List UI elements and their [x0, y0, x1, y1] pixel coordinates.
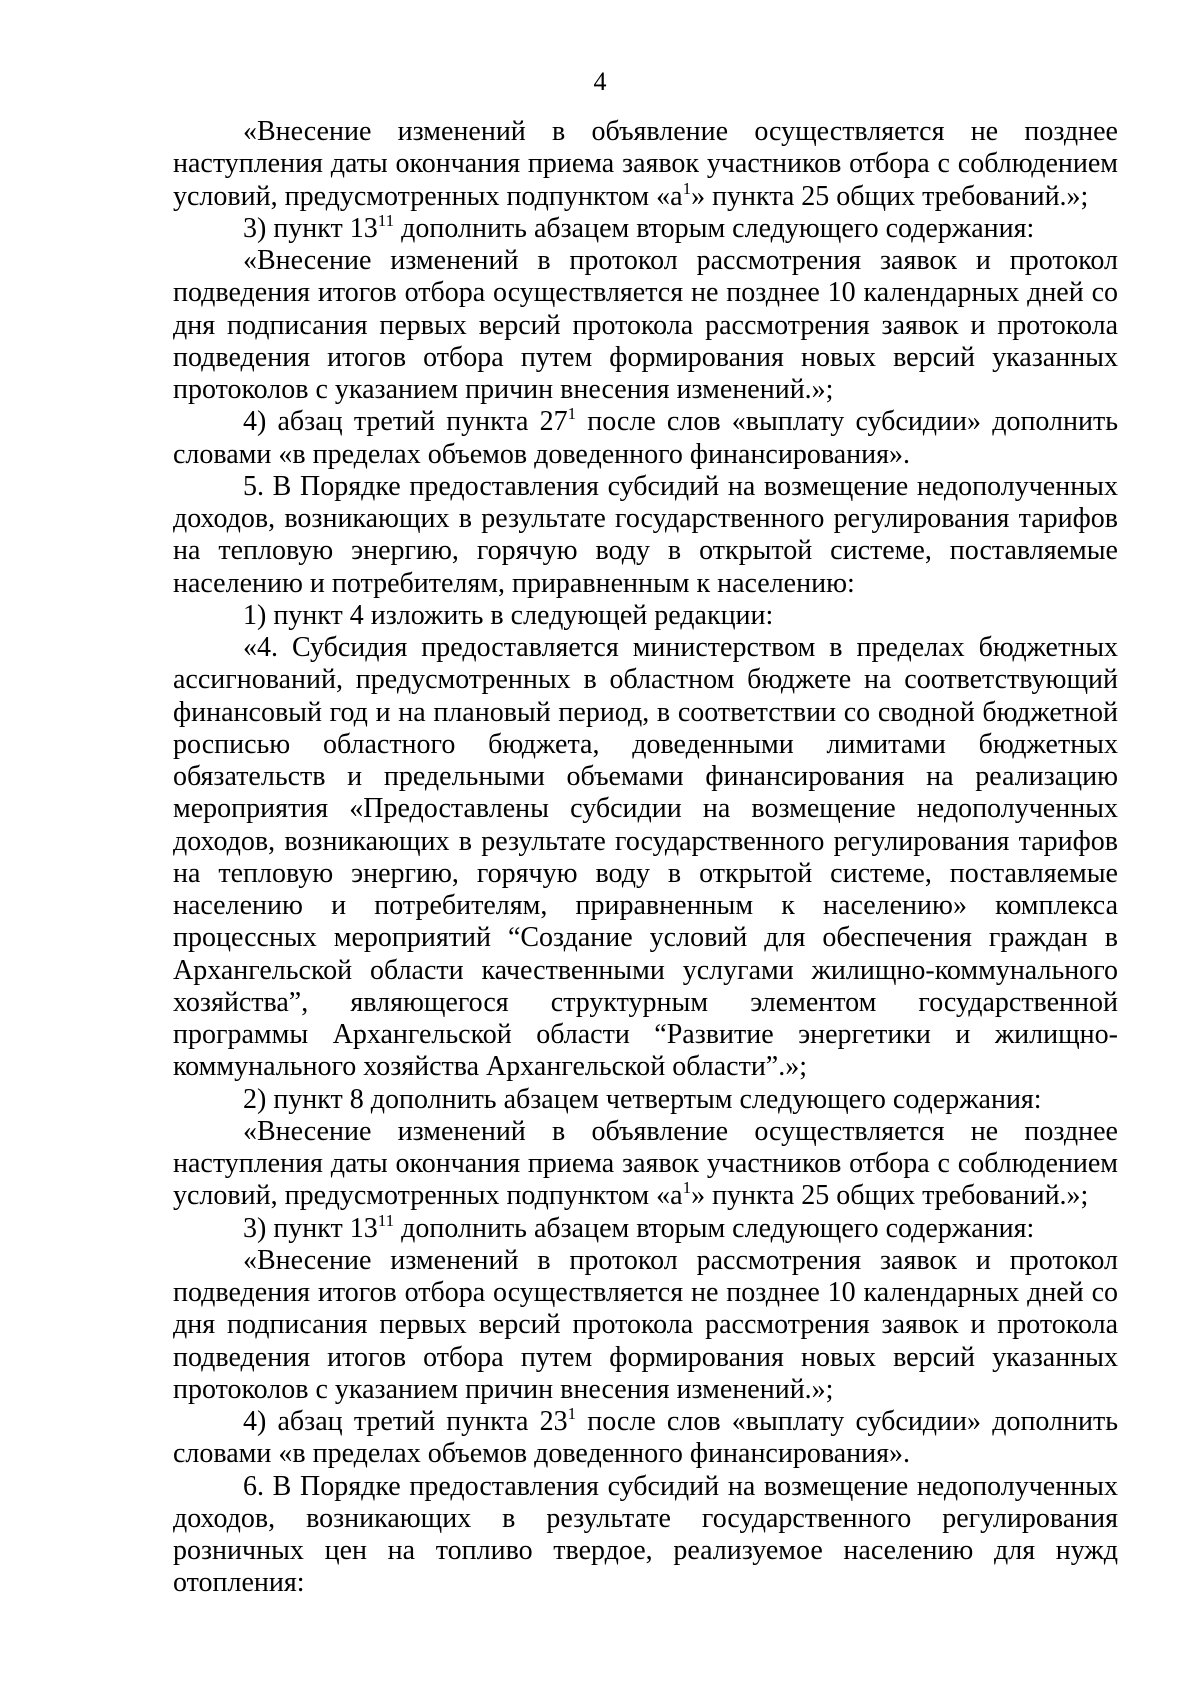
superscript: 1 — [567, 1404, 577, 1423]
paragraph-tail: после слов «выплату субсидии» дополнить словами «в пределах объемов доведенного финансирования». — [173, 406, 1118, 470]
paragraph-text: 3) пункт 13 — [243, 212, 378, 244]
paragraph-section-5 — [173, 471, 1118, 600]
paragraph-tail: » пункта 25 общих требований.»; — [691, 1180, 1089, 1212]
page-number: 4 — [593, 67, 607, 96]
paragraph-section-6 — [173, 1471, 1118, 1600]
paragraph-tail: дополнить абзацем вторым следующего содержания: — [394, 212, 1035, 244]
superscript: 1 — [567, 404, 577, 424]
paragraph-item-3-second — [173, 1210, 1118, 1245]
superscript: 1 — [682, 1178, 692, 1198]
paragraph-text: 4) абзац третий пункта 27 — [243, 406, 568, 438]
document-body — [173, 116, 1118, 1600]
superscript: 11 — [377, 210, 395, 230]
paragraph-text: «Внесение изменений в объявление осуществляется не позднее наступления даты окончания приема заявок участников отбора с соблюдением условий, предусмотренных подпунктом «а — [173, 116, 1118, 212]
paragraph-text: 6. В Порядке предоставления субсидий на возмещение недополученных доходов, возникающих в результате государственного регулирования розничных цен на топливо твердое, реализуемое населению для нужд отопления: — [173, 1470, 1118, 1599]
paragraph-item-4 — [173, 406, 1118, 471]
paragraph-text: 3) пункт 13 — [243, 1212, 378, 1244]
paragraph-tail: после слов «выплату субсидии» дополнить словами «в пределах объемов доведенного финансирования». — [173, 1406, 1118, 1470]
superscript: 1 — [682, 178, 692, 198]
paragraph-subsidy-clause-4 — [173, 632, 1118, 1084]
paragraph-tail: » пункта 25 общих требований.»; — [691, 180, 1089, 212]
paragraph-text: «Внесение изменений в протокол рассмотрения заявок и протокол подведения итогов отбора осуществляется не позднее 10 календарных дней со дня подписания первых версий протокола рассмотрения заявок и протокола подведения итогов отбора путем формирования новых версий указанных протоколов с указанием причин внесения изменений.»; — [173, 1244, 1118, 1405]
paragraph-amendment-protocol-2 — [173, 1245, 1118, 1406]
paragraph-text: 2) пункт 8 дополнить абзацем четвертым следующего содержания: — [243, 1083, 1042, 1115]
paragraph-text: 1) пункт 4 изложить в следующей редакции: — [243, 599, 774, 631]
paragraph-text: «4. Субсидия предоставляется министерством в пределах бюджетных ассигнований, предусмотренных в областном бюджете на соответствующий финансовый год и на плановый период, в соответствии со сводной бюджетной росписью областного бюджета, доведенными лимитами бюджетных обязательств и предельными объемами финансирования на реализацию мероприятия «Предоставлены субсидии на возмещение недополученных доходов, возникающих в результате государственного регулирования тарифов на тепловую энергию, горячую воду в открытой системе, поставляемые населению и потребителям, приравненным к населению» комплекса процессных мероприятий “Создание условий для обеспечения граждан в Архангельской области качественными услугами жилищно-коммунального хозяйства”, являющегося структурным элементом государственной программы Архангельской области “Развитие энергетики и жилищно-коммунального хозяйства Архангельской области”.»; — [173, 632, 1118, 1083]
paragraph-text: 5. В Порядке предоставления субсидий на возмещение недополученных доходов, возникающих в результате государственного регулирования тарифов на тепловую энергию, горячую воду в открытой системе, поставляемые населению и потребителям, приравненным к населению: — [173, 470, 1118, 599]
paragraph-item-3 — [173, 210, 1118, 245]
paragraph-item-1 — [173, 600, 1118, 632]
paragraph-amendment-announcement-2 — [173, 1116, 1118, 1213]
paragraph-text: 4) абзац третий пункта 23 — [243, 1406, 568, 1437]
superscript: 11 — [377, 1210, 395, 1230]
paragraph-item-2 — [173, 1084, 1118, 1116]
paragraph-text: «Внесение изменений в объявление осуществляется не позднее наступления даты окончания приема заявок участников отбора с соблюдением условий, предусмотренных подпунктом «а — [173, 1115, 1118, 1212]
paragraph-item-4-second — [173, 1406, 1118, 1471]
paragraph-amendment-protocol — [173, 245, 1118, 406]
paragraph-amendment-announcement — [173, 116, 1118, 213]
paragraph-text: «Внесение изменений в протокол рассмотрения заявок и протокол подведения итогов отбора осуществляется не позднее 10 календарных дней со дня подписания первых версий протокола рассмотрения заявок и протокола подведения итогов отбора путем формирования новых версий указанных протоколов с указанием причин внесения изменений.»; — [173, 245, 1118, 405]
paragraph-tail: дополнить абзацем вторым следующего содержания: — [394, 1212, 1035, 1244]
